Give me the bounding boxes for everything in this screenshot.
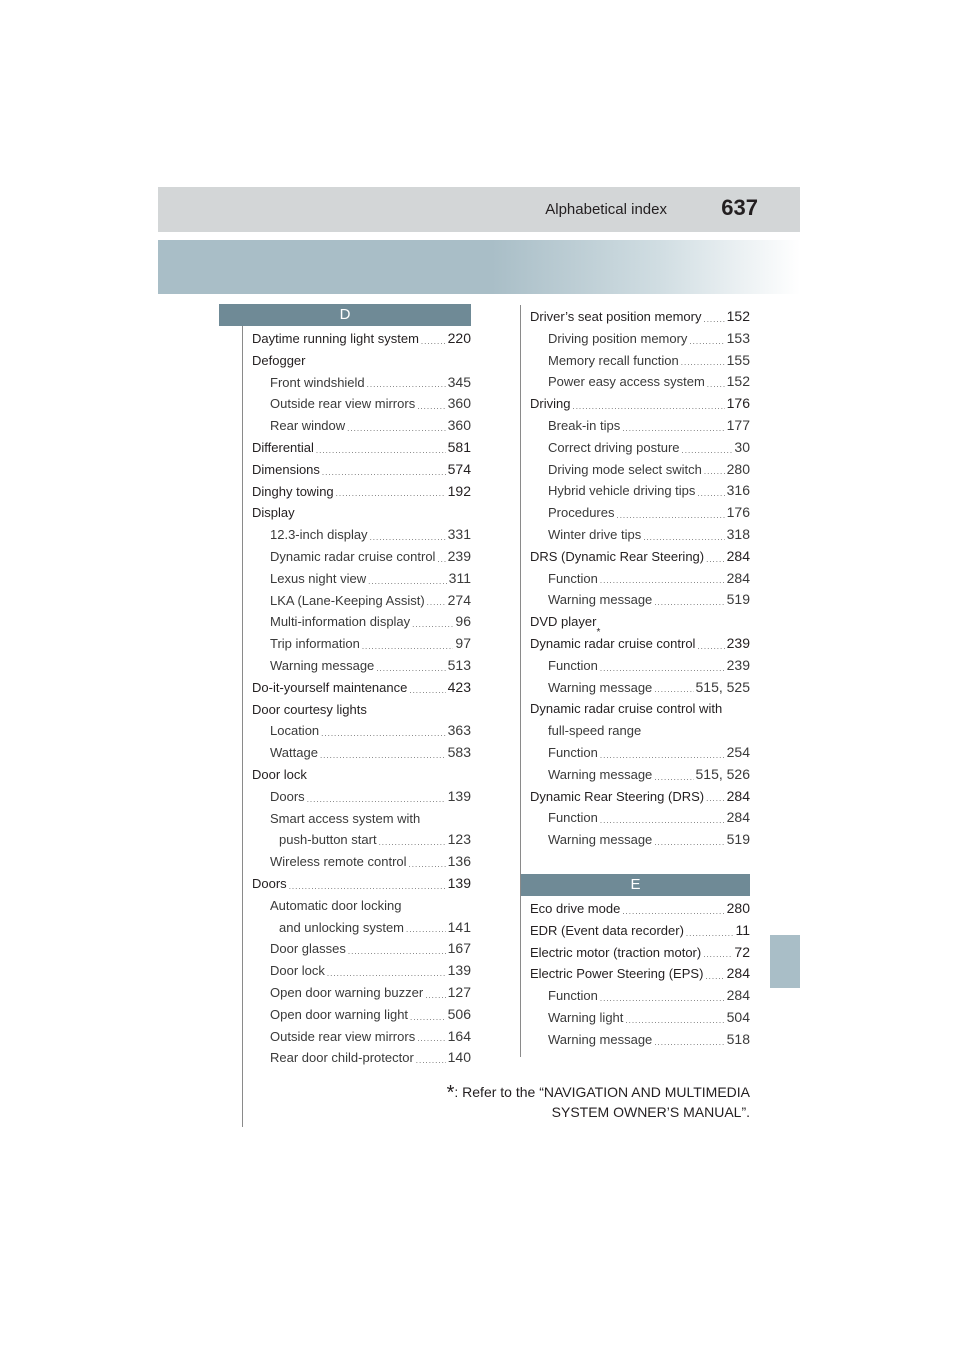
index-entry-term: Dynamic radar cruise control [270,548,436,564]
leader-dots [320,748,446,764]
page-header [158,187,800,232]
leader-dots [367,377,446,393]
index-entry-page: 152 [726,308,750,324]
leader-dots [348,944,446,960]
leader-dots [425,988,445,1004]
index-column-right-d [530,306,750,851]
index-entry-term: Memory recall function [548,352,679,368]
index-entry [530,459,750,481]
index-entry-term: Driver’s seat position memory [530,309,702,324]
leader-dots [416,1053,446,1069]
leader-dots [703,947,732,963]
index-entry-page: 192 [447,482,471,499]
index-entry [530,589,750,611]
leader-dots [321,726,445,742]
index-entry [252,1004,471,1026]
index-entry-page: 140 [447,1049,471,1066]
index-entry [252,960,471,982]
leader-dots [654,835,724,851]
index-entry-page: 331 [447,526,471,543]
leader-dots [622,904,724,920]
index-entry-page: 139 [447,787,471,804]
index-entry [252,459,471,481]
index-entry-page: 311 [448,569,471,586]
index-entry-page: 284 [726,965,750,982]
leader-dots [681,355,725,371]
leader-dots [654,595,724,611]
index-entry-page: 284 [726,569,750,586]
index-entry-page: 284 [726,787,750,804]
index-entry-term: Multi-information display [270,614,411,630]
index-entry-term: Location [270,723,320,739]
index-entry [252,611,471,633]
index-entry-page: 316 [726,482,750,499]
index-entry [530,742,750,764]
index-entry-term: Outside rear view mirrors [270,396,416,412]
index-entry [252,481,471,503]
leader-dots [370,530,446,546]
index-entry-page: 506 [447,1005,471,1022]
leader-dots [703,312,724,328]
index-entry-page: 123 [447,831,471,848]
index-entry [252,568,471,590]
index-entry [530,502,750,524]
index-entry [530,985,750,1007]
index-entry-page: 176 [726,395,750,412]
leader-dots [376,661,445,677]
index-entry-term: Door lock [270,963,325,979]
leader-dots [410,1010,446,1026]
index-entry-page: 515, 526 [695,765,750,782]
index-entry-term: Display [252,505,295,521]
index-entry-term: Doors [270,788,305,804]
index-entry [252,328,471,350]
leader-dots [704,464,725,480]
index-entry-page: 96 [455,613,471,630]
index-entry-term: Daytime running light system [252,331,419,346]
index-entry-term: Door glasses [270,941,346,957]
index-entry [252,1047,471,1069]
leader-dots [697,486,724,502]
index-entry-term: Power easy access system [548,374,705,390]
index-entry-term: Open door warning light [270,1006,409,1022]
index-entry-term: Open door warning buzzer [270,984,424,1000]
index-entry-page: 127 [447,983,471,1000]
index-entry-page: 280 [726,900,750,916]
index-entry [252,502,471,524]
chapter-banner [158,240,800,294]
leader-dots [682,443,733,459]
index-entry-page: 164 [447,1027,471,1044]
index-entry-page: 518 [726,1030,750,1047]
index-entry-page: 155 [726,351,750,368]
index-entry-term: and unlocking system [279,919,405,935]
index-entry [530,306,750,328]
index-entry-term: Electric motor (traction motor) [530,944,702,960]
page-number: 637 [721,195,758,220]
index-entry-page: 30 [734,438,750,455]
index-entry-page: 515, 525 [695,678,750,695]
leader-dots [622,421,724,437]
index-entry-term: Driving mode select switch [548,461,702,477]
index-entry [530,698,750,720]
index-column-left [252,328,471,1069]
index-entry [530,920,750,942]
index-entry [252,829,471,851]
index-entry [252,633,471,655]
index-entry [252,786,471,808]
index-entry [530,807,750,829]
index-entry-term: Function [548,657,598,673]
index-entry-term: Front windshield [270,374,365,390]
index-entry [252,590,471,612]
index-entry-term: DVD player [530,614,597,630]
index-entry [530,829,750,851]
index-entry-term: Eco drive mode [530,901,621,916]
leader-dots [625,1013,724,1029]
index-entry-term: Winter drive tips [548,526,642,542]
index-entry-term: Electric Power Steering (EPS) [530,966,704,982]
index-entry [252,742,471,764]
index-entry-page: 284 [726,809,750,826]
leader-dots [409,857,446,873]
index-entry-term: Warning message [270,657,375,673]
leader-dots [362,639,454,655]
index-entry [530,350,750,372]
index-entry-term: Correct driving posture [548,439,680,455]
index-entry-page: 239 [447,547,471,564]
index-entry-page: 345 [447,373,471,390]
index-entry [530,393,750,415]
footnote-line-1 [420,1083,750,1103]
index-entry-page: 280 [726,460,750,477]
middle-rule [520,305,521,1057]
index-entry-term: Trip information [270,636,360,652]
index-entry-page: 513 [447,656,471,673]
index-entry-page: 152 [726,373,750,390]
index-entry-page: 423 [447,678,471,695]
index-entry-page: 583 [447,744,471,761]
index-entry [252,372,471,394]
leader-dots [427,595,446,611]
leader-dots [686,926,734,942]
leader-dots [409,683,445,699]
index-entry-page: 284 [726,547,750,564]
leader-dots [697,639,724,655]
index-entry [530,480,750,502]
index-entry-page: 136 [447,853,471,870]
leader-dots [654,682,693,698]
index-entry-term: Dynamic radar cruise control with [530,701,723,717]
index-entry [252,873,471,895]
leader-dots [706,552,725,568]
index-entry-page: 139 [447,962,471,979]
index-entry-term: Dynamic radar cruise control [530,635,696,651]
index-entry-term: Driving [530,396,571,412]
leader-dots [379,835,446,851]
index-entry-term: Wireless remote control [270,854,407,870]
index-entry [252,415,471,437]
index-entry [252,1026,471,1048]
section-letter-e-label: E [630,876,641,893]
leader-dots [600,813,725,829]
index-entry-page: 284 [726,987,750,1004]
leader-dots [706,791,725,807]
leader-dots [600,573,725,589]
index-entry-term: Driving position memory [548,330,688,346]
index-entry-term: Rear door child-protector [270,1050,414,1066]
leader-dots [417,1031,445,1047]
leader-dots [707,377,725,393]
index-entry-page: 519 [726,591,750,608]
index-entry-term: Hybrid vehicle driving tips [548,483,696,499]
index-entry-term: Dinghy towing [252,483,334,499]
index-entry-term: Break-in tips [548,417,621,433]
index-entry [530,898,750,920]
leader-dots [654,770,693,786]
index-entry-page: 360 [447,417,471,434]
index-entry [252,524,471,546]
index-entry-term: Warning message [548,832,653,848]
index-entry-term: Dimensions [252,461,320,477]
index-entry [530,1029,750,1051]
index-entry-term: Smart access system with [270,810,421,826]
index-entry-term: Doors [252,875,287,891]
index-entry-term: Warning message [548,766,653,782]
index-entry-term: 12.3-inch display [270,527,368,543]
index-entry-term: Procedures [548,505,615,521]
leader-dots [689,334,724,350]
index-entry-term: full-speed range [548,723,642,739]
index-entry [530,546,750,568]
index-entry-page: 97 [455,635,471,652]
index-entry [530,633,750,655]
index-entry [530,568,750,590]
index-entry [530,371,750,393]
index-entry-term: Function [548,810,598,826]
index-entry [530,328,750,350]
index-entry [252,808,471,830]
index-entry [252,938,471,960]
leader-dots [600,661,725,677]
left-rule [242,305,243,1127]
leader-dots [616,508,724,524]
leader-dots [421,334,446,350]
index-entry [530,437,750,459]
index-entry-page: 360 [447,395,471,412]
index-entry-page: 363 [447,722,471,739]
leader-dots [654,1035,724,1051]
index-entry [530,655,750,677]
index-entry-page: 141 [447,918,471,935]
leader-dots [316,443,446,459]
index-entry-page: 72 [734,943,750,960]
index-entry [252,764,471,786]
footnote [420,1083,750,1122]
section-letter-d-label: D [339,306,351,323]
index-entry [252,895,471,917]
index-entry-page: 177 [726,416,750,433]
index-entry [252,350,471,372]
index-entry [252,546,471,568]
leader-dots [417,399,445,415]
index-entry-term: Do-it-yourself maintenance [252,679,408,695]
index-entry [530,764,750,786]
index-entry-term: Door courtesy lights [252,701,367,717]
index-entry-page: 574 [447,460,471,477]
index-entry-term: LKA (Lane-Keeping Assist) [270,592,425,608]
header-title: Alphabetical index [545,201,667,218]
index-entry-term: Lexus night view [270,570,367,586]
index-entry-term: EDR (Event data recorder) [530,922,684,938]
leader-dots [406,922,446,938]
index-entry [252,393,471,415]
index-entry-page: 167 [447,940,471,957]
index-entry [530,786,750,808]
leader-dots [705,969,724,985]
index-entry [252,655,471,677]
index-entry-term: Rear window [270,418,346,434]
index-entry-term: Function [548,988,598,1004]
index-entry-term: Automatic door locking [270,897,402,913]
footnote-line-2: SYSTEM OWNER’S MANUAL”. [551,1104,750,1120]
index-entry [252,851,471,873]
index-entry-page: 274 [447,591,471,608]
index-entry [530,963,750,985]
index-entry-page: 11 [735,921,750,938]
index-entry-page: 239 [726,634,750,651]
index-column-right-e [530,898,750,1051]
index-entry-page: 504 [726,1008,750,1025]
leader-dots [643,530,724,546]
section-letter-e [521,874,750,896]
index-entry-page: 176 [726,504,750,521]
index-entry-term: Outside rear view mirrors [270,1028,416,1044]
index-entry-term: Defogger [252,352,306,368]
leader-dots [368,574,447,590]
index-entry: DVD player * [530,611,750,633]
leader-dots [437,552,445,568]
leader-dots [336,486,446,502]
index-entry-term: Warning message [548,1031,653,1047]
leader-dots [572,399,724,415]
index-entry-page: 239 [726,656,750,673]
leader-dots [322,465,446,481]
index-entry [252,917,471,939]
index-entry [530,524,750,546]
index-entry-page: 220 [447,330,471,346]
index-entry-term: Warning message [548,592,653,608]
index-entry-term: Door lock [252,766,307,782]
index-entry-term: DRS (Dynamic Rear Steering) [530,548,705,564]
index-entry [530,677,750,699]
index-entry-term: Dynamic Rear Steering (DRS) [530,788,705,804]
thumb-index-tab [770,935,800,988]
index-entry [530,720,750,742]
leader-dots [600,991,725,1007]
leader-dots [600,748,725,764]
leader-dots [307,792,446,808]
index-entry-term: Function [548,744,598,760]
footnote-star: * [446,1082,455,1104]
footnote-text-1: : Refer to the “NAVIGATION AND MULTIMEDIA [454,1084,750,1100]
index-entry-term: Warning message [548,679,653,695]
leader-dots [412,617,453,633]
leader-dots [327,966,446,982]
index-entry [252,677,471,699]
section-letter-d [219,304,471,326]
index-entry-term: Warning light [548,1009,624,1025]
index-entry-term: Differential [252,439,314,455]
index-entry [530,942,750,964]
index-entry-page: 519 [726,831,750,848]
index-entry [252,699,471,721]
index-entry-page: 153 [726,329,750,346]
index-entry [252,437,471,459]
index-entry-term: push-button start [279,832,377,848]
index-entry-term: Function [548,570,598,586]
index-entry [530,415,750,437]
leader-dots [289,879,446,895]
leader-dots [347,421,445,437]
index-entry-term: Wattage [270,745,318,761]
index-entry-page: 139 [447,874,471,891]
index-entry-page: 318 [726,525,750,542]
index-entry [530,1007,750,1029]
index-entry [252,720,471,742]
index-entry-page: 581 [447,438,471,455]
index-entry-page: 254 [726,743,750,760]
index-entry [252,982,471,1004]
